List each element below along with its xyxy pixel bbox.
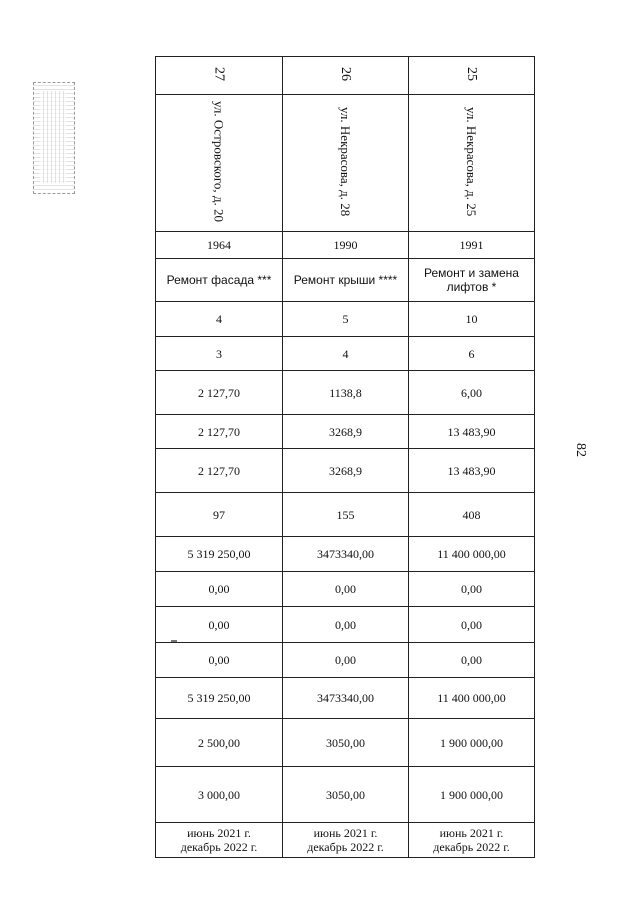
cell-period: июнь 2021 г. декабрь 2022 г. [283, 823, 409, 858]
cell-value: 2 127,70 [156, 371, 283, 415]
row-value [156, 719, 535, 767]
cell-value: 0,00 [156, 643, 283, 678]
cell-value: 3050,00 [283, 719, 409, 767]
housing-repair-table [155, 56, 535, 858]
cell-value: 5 [283, 302, 409, 337]
cell-value: 0,00 [409, 607, 535, 643]
cell-value: 3268,9 [283, 449, 409, 493]
row-value [156, 371, 535, 415]
page-number: 82 [573, 443, 588, 457]
cell-value: 0,00 [156, 572, 283, 607]
cell-work-type: Ремонт и замена лифтов * [409, 259, 535, 302]
cell-value: 0,00 [283, 607, 409, 643]
cell-period: июнь 2021 г. декабрь 2022 г. [409, 823, 535, 858]
cell-value: 3473340,00 [283, 537, 409, 572]
row-value [156, 493, 535, 537]
cell-value: 2 127,70 [156, 449, 283, 493]
row-year [156, 232, 535, 259]
cell-value: 0,00 [156, 607, 283, 643]
cell-value: 6,00 [409, 371, 535, 415]
cell-year: 1964 [156, 232, 283, 259]
cell-value: 155 [283, 493, 409, 537]
row-value [156, 449, 535, 493]
cell-value: 5 319 250,00 [156, 537, 283, 572]
cell-value: 6 [409, 337, 535, 371]
cell-year: 1991 [409, 232, 535, 259]
row-number [156, 57, 535, 95]
row-period [156, 823, 535, 858]
row-value [156, 607, 535, 643]
cell-value: 13 483,90 [409, 449, 535, 493]
row-value [156, 415, 535, 449]
cell-value: 1 900 000,00 [409, 767, 535, 823]
cell-value: 5 319 250,00 [156, 678, 283, 719]
cell-value: 3 [156, 337, 283, 371]
cell-value: 4 [283, 337, 409, 371]
row-value [156, 767, 535, 823]
cell-value: 3473340,00 [283, 678, 409, 719]
cell-year: 1990 [283, 232, 409, 259]
cell-value: 0,00 [283, 643, 409, 678]
cell-value: 0,00 [283, 572, 409, 607]
cell-value: 11 400 000,00 [409, 537, 535, 572]
cell-value: 0,00 [409, 572, 535, 607]
row-address [156, 95, 535, 232]
cell-value: 2 127,70 [156, 415, 283, 449]
cell-value: 4 [156, 302, 283, 337]
cell-work-type: Ремонт крыши **** [283, 259, 409, 302]
row-value [156, 537, 535, 572]
cell-value: 0,00 [409, 643, 535, 678]
cell-value: 97 [156, 493, 283, 537]
cell-value: 1138,8 [283, 371, 409, 415]
cell-value: 3050,00 [283, 767, 409, 823]
cell-address: ул. Некрасова, д. 25 [409, 95, 535, 232]
cell-value: 2 500,00 [156, 719, 283, 767]
cell-number: 26 [283, 57, 409, 95]
cell-address: ул. Островского, д. 20 [156, 95, 283, 232]
cell-value: 1 900 000,00 [409, 719, 535, 767]
cell-value: 408 [409, 493, 535, 537]
stamp-mark [33, 82, 75, 194]
cell-value: 10 [409, 302, 535, 337]
row-value [156, 643, 535, 678]
cell-work-type: Ремонт фасада *** [156, 259, 283, 302]
cell-period: июнь 2021 г. декабрь 2022 г. [156, 823, 283, 858]
row-value [156, 337, 535, 371]
cell-value: 3268,9 [283, 415, 409, 449]
cell-number: 27 [156, 57, 283, 95]
cell-number: 25 [409, 57, 535, 95]
row-value [156, 302, 535, 337]
cell-value: 11 400 000,00 [409, 678, 535, 719]
cell-value: 13 483,90 [409, 415, 535, 449]
row-value [156, 678, 535, 719]
row-work-type [156, 259, 535, 302]
row-value [156, 572, 535, 607]
cell-value: 3 000,00 [156, 767, 283, 823]
cell-address: ул. Некрасова, д. 28 [283, 95, 409, 232]
